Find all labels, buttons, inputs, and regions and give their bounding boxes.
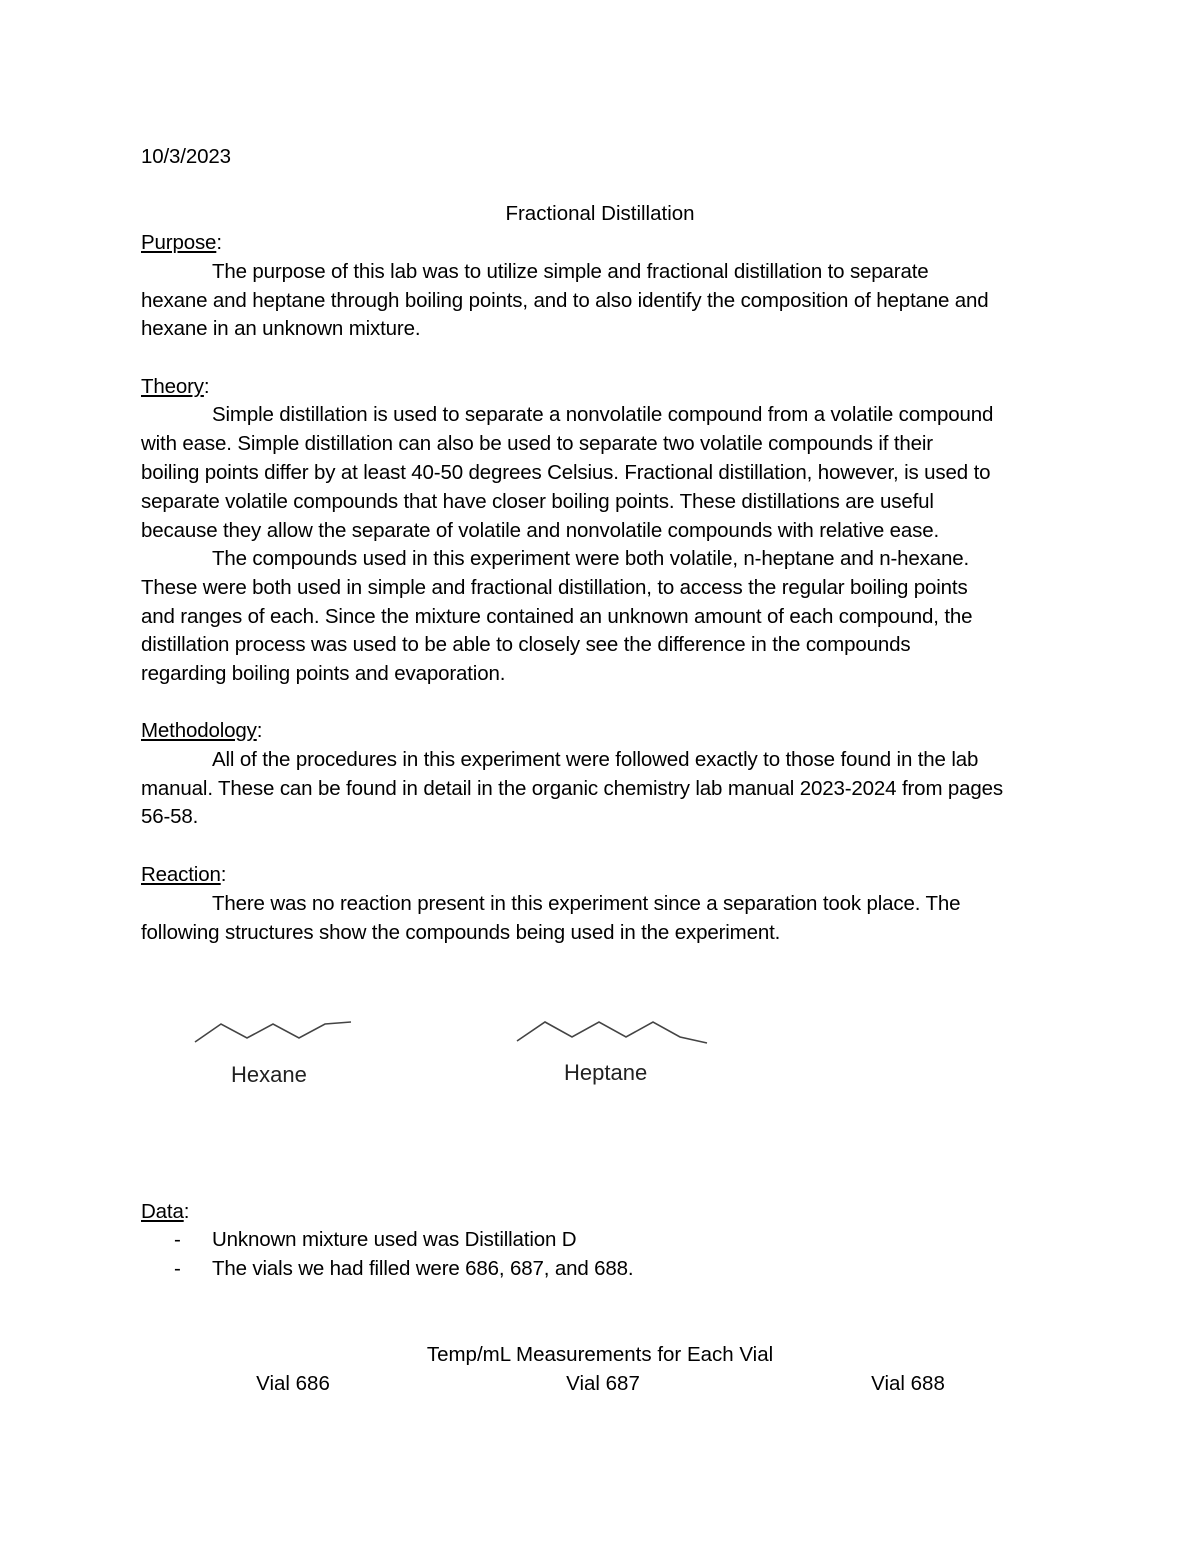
theory-line: The compounds used in this experiment were both volatile, n-heptane and n-hexane. [212,547,970,570]
methodology-line: manual. These can be found in detail in the organic chemistry lab manual 2023-2024 from pages [141,777,1004,800]
theory-line: Simple distillation is used to separate a nonvolatile compound from a volatile compound [212,403,994,426]
methodology-heading-label: Methodology [141,719,257,742]
theory-heading-colon: : [203,375,210,398]
hexane-structure [190,1018,360,1048]
bullet-dash: - [174,1228,181,1251]
data-heading-label: Data [141,1200,184,1223]
purpose-heading-label: Purpose [141,231,217,254]
table-column-header: Vial 686 [256,1372,330,1395]
methodology-line: All of the procedures in this experiment were followed exactly to those found in the lab [212,748,979,771]
document-date: 10/3/2023 [141,145,231,168]
methodology-heading-colon: : [256,719,263,742]
theory-line: with ease. Simple distillation can also be used to separate two volatile compounds if their [141,432,933,455]
reaction-line: There was no reaction present in this experiment since a separation took place. The [212,892,961,915]
table-column-header: Vial 688 [871,1372,945,1395]
purpose-line: hexane in an unknown mixture. [141,317,421,340]
theory-line: distillation process was used to be able to closely see the difference in the compounds [141,633,911,656]
hexane-label: Hexane [231,1062,307,1087]
theory-line: and ranges of each. Since the mixture contained an unknown amount of each compound, the [141,605,973,628]
reaction-line: following structures show the compounds being used in the experiment. [141,921,781,944]
reaction-heading-label: Reaction [141,863,221,886]
table-column-header: Vial 687 [566,1372,640,1395]
heptane-skeleton [517,1022,707,1043]
table-caption: Temp/mL Measurements for Each Vial [426,1343,774,1366]
theory-line: because they allow the separate of volatile and nonvolatile compounds with relative ease. [141,519,940,542]
reaction-heading-colon: : [220,863,227,886]
methodology-heading [141,716,262,745]
heptane-label: Heptane [564,1060,648,1085]
theory-line: regarding boiling points and evaporation. [141,662,506,685]
heptane-structure [512,1016,712,1048]
theory-line: separate volatile compounds that have closer boiling points. These distillations are useful [141,490,934,513]
purpose-line: hexane and heptane through boiling points, and to also identify the composition of heptane and [141,289,989,312]
data-heading [141,1197,189,1226]
reaction-heading [141,860,226,889]
data-heading-colon: : [183,1200,190,1223]
theory-line: boiling points differ by at least 40-50 degrees Celsius. Fractional distillation, however, is used to [141,461,991,484]
bullet-dash: - [174,1257,181,1280]
theory-heading [141,372,209,401]
methodology-line: 56-58. [141,805,199,828]
data-bullet-item: Unknown mixture used was Distillation D [212,1228,577,1251]
purpose-heading-colon: : [216,231,222,254]
purpose-line: The purpose of this lab was to utilize simple and fractional distillation to separate [212,260,929,283]
theory-heading-label: Theory [141,375,204,398]
data-bullet-item: The vials we had filled were 686, 687, and 688. [212,1257,634,1280]
hexane-skeleton [195,1022,351,1042]
theory-line: These were both used in simple and fractional distillation, to access the regular boiling points [141,576,968,599]
document-title: Fractional Distillation [505,202,695,225]
purpose-heading [141,228,222,257]
